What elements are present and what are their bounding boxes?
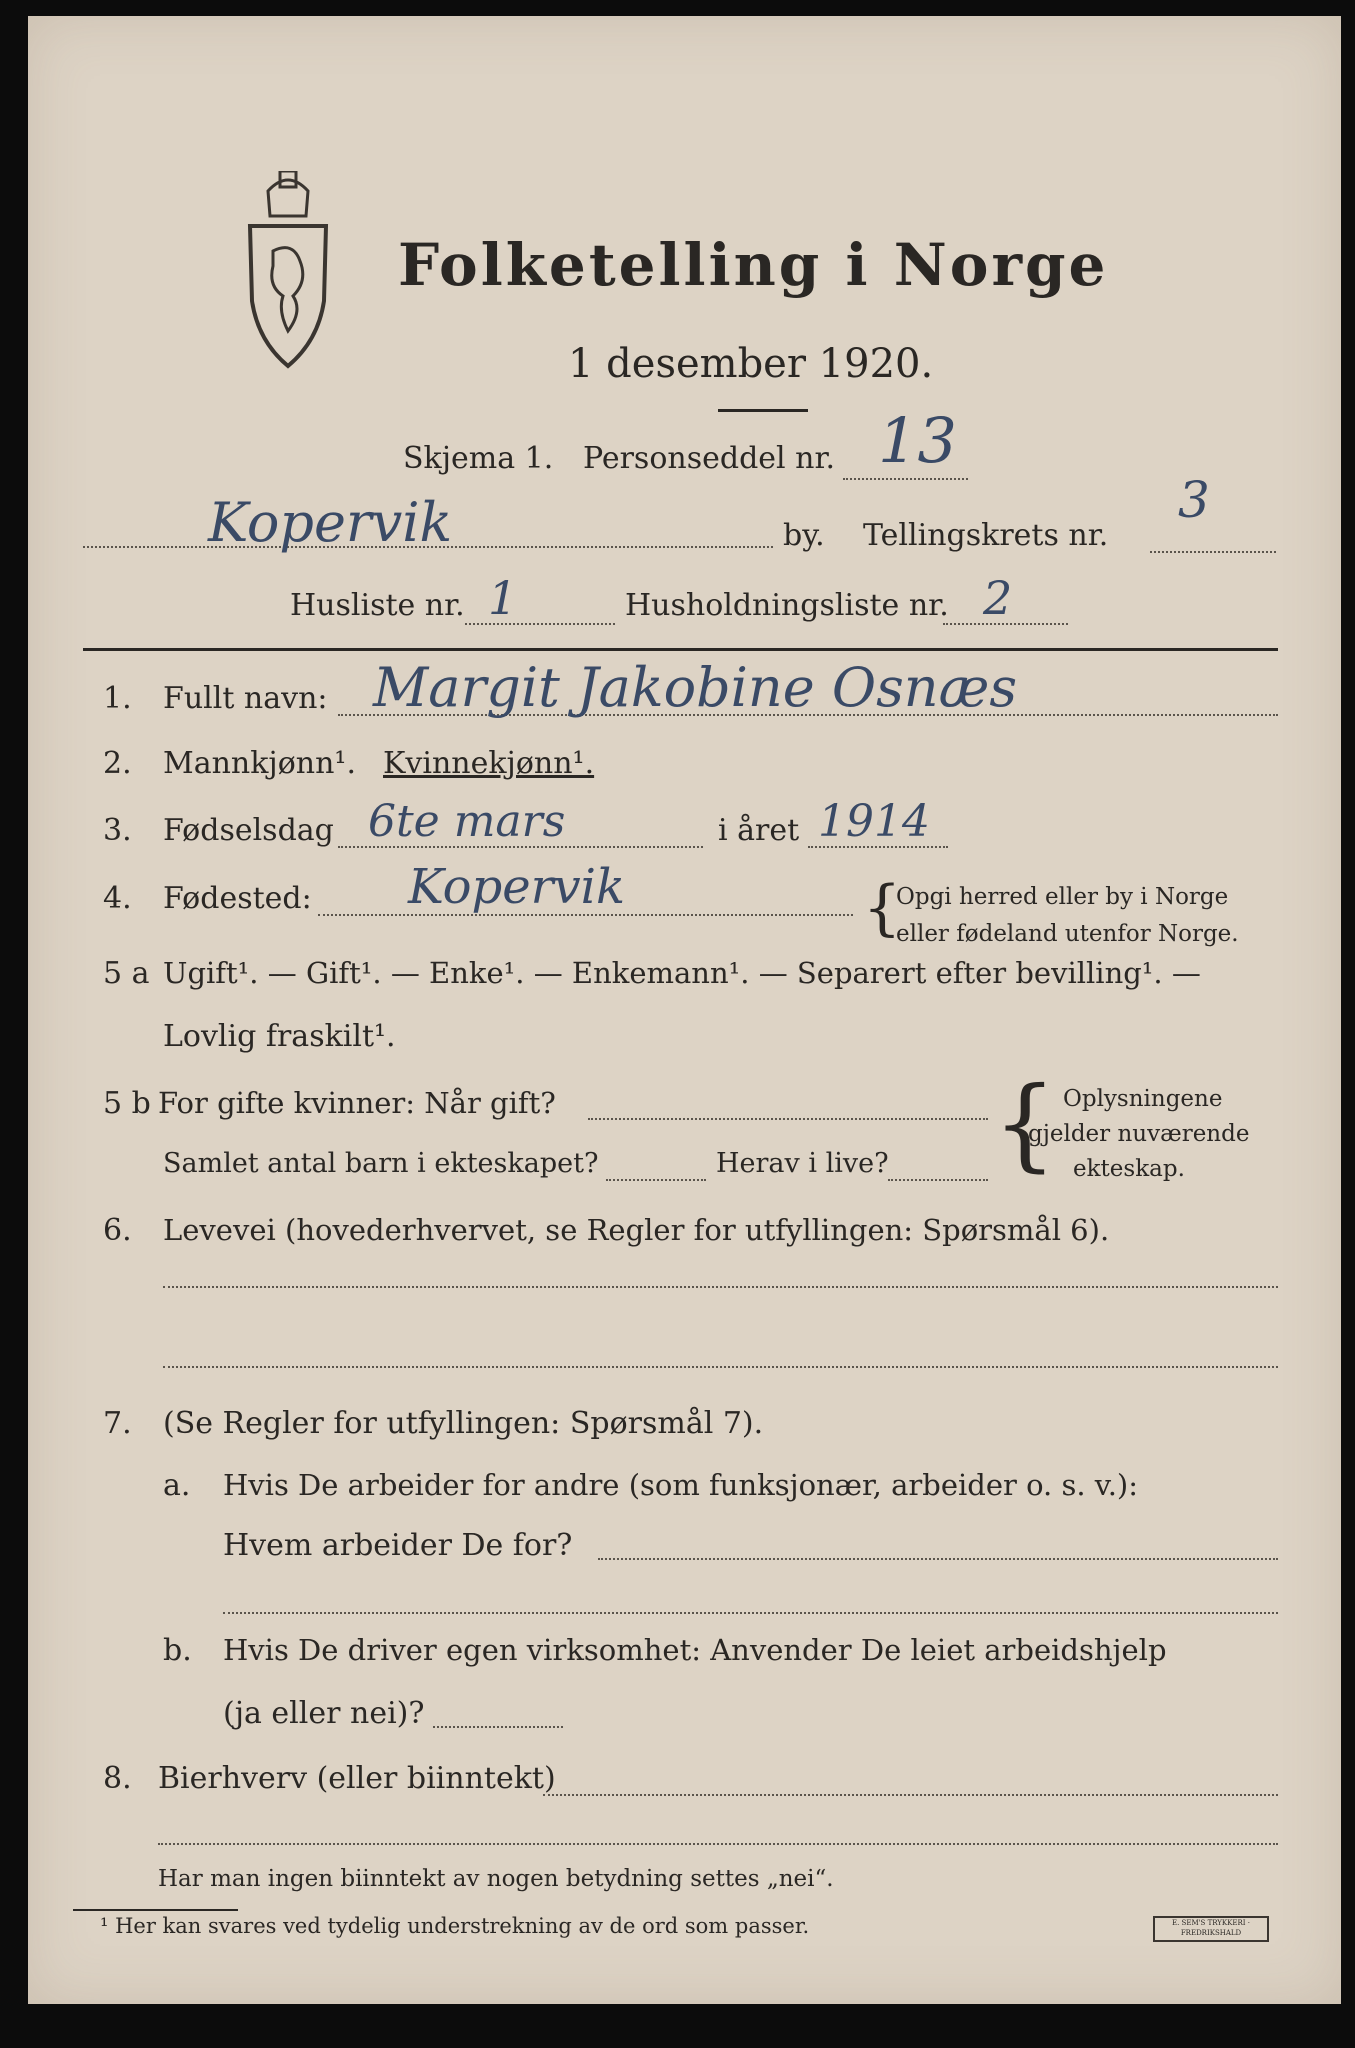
skjema-label: Skjema 1. (403, 441, 554, 476)
husliste-value: 1 (488, 571, 518, 625)
census-date: 1 desember 1920. (568, 341, 934, 387)
title-divider (718, 409, 808, 412)
q5b-gift-dotted-line (588, 1118, 988, 1120)
tellingskrets-label: Tellingskrets nr. (863, 518, 1109, 553)
by-label: by. (783, 518, 825, 553)
q4-number: 4. (103, 881, 132, 916)
q2-female: Kvinnekjønn¹. (383, 746, 595, 781)
header-divider (83, 648, 1278, 651)
footnote: ¹ Her kan svares ved tydelig understrekning av de ord som passer. (100, 1914, 810, 1938)
q6-number: 6. (103, 1213, 132, 1248)
personseddel-value: 13 (878, 404, 957, 477)
q7b-dotted-line (433, 1726, 563, 1728)
q6-dotted-line-1 (163, 1286, 1278, 1288)
tellingskrets-value: 3 (1178, 471, 1210, 529)
q3-year-label: i året (718, 813, 800, 848)
q8-dotted-line-1 (543, 1794, 1278, 1796)
q3-label: Fødselsdag (163, 813, 334, 848)
personseddel-label: Personseddel nr. (583, 441, 836, 476)
by-value: Kopervik (208, 491, 453, 554)
husholdning-value: 2 (983, 571, 1013, 625)
q1-number: 1. (103, 681, 132, 716)
q8-dotted-line-2 (158, 1843, 1278, 1845)
q1-label: Fullt navn: (163, 681, 328, 716)
q6-dotted-line-2 (163, 1366, 1278, 1368)
personseddel-dotted-line (843, 478, 968, 480)
husholdning-label: Husholdningsliste nr. (625, 588, 949, 623)
tellingskrets-dotted-line (1150, 551, 1276, 553)
footnote-divider (73, 1909, 238, 1911)
q4-value: Kopervik (408, 859, 626, 915)
form-title: Folketelling i Norge (398, 231, 1109, 299)
q5b-number: 5 b (103, 1086, 151, 1121)
census-form-page (28, 16, 1341, 2004)
q7a-line1: Hvis De arbeider for andre (som funksjonær, arbeider o. s. v.): (223, 1468, 1139, 1502)
q5a-line2: Lovlig fraskilt¹. (163, 1019, 396, 1054)
q5a-line1: Ugift¹. — Gift¹. — Enke¹. — Enkemann¹. — Separert efter bevilling¹. — (163, 956, 1201, 990)
q7a-line2: Hvem arbeider De for? (223, 1528, 573, 1563)
q7a-letter: a. (163, 1468, 191, 1503)
q7a-dotted-line-1 (598, 1558, 1278, 1560)
q2-number: 2. (103, 746, 132, 781)
q3-year-value: 1914 (818, 796, 930, 847)
q5b-line2a: Samlet antal barn i ekteskapet? (163, 1148, 599, 1179)
q7b-line2: (ja eller nei)? (223, 1696, 425, 1731)
q5b-note2: gjelder nuværende (1028, 1121, 1250, 1147)
q3-number: 3. (103, 813, 132, 848)
q8-label: Bierhverv (eller biinntekt) (158, 1761, 556, 1796)
q5b-note1: Oplysningene (1063, 1086, 1223, 1112)
q4-note-line2: eller fødeland utenfor Norge. (896, 921, 1239, 947)
husliste-label: Husliste nr. (290, 588, 465, 623)
coat-of-arms-icon (238, 171, 338, 371)
q7a-dotted-line-2 (223, 1612, 1278, 1614)
q5a-number: 5 a (103, 956, 150, 991)
q6-label: Levevei (hovederhvervet, se Regler for utfyllingen: Spørsmål 6). (163, 1213, 1110, 1247)
q4-brace: { (863, 873, 902, 943)
q5b-barn-dotted-line (606, 1179, 706, 1181)
printer-stamp-text: E. SEM'S TRYKKERI · FREDRIKSHALD (1172, 1919, 1250, 1937)
q4-note-line1: Opgi herred eller by i Norge (896, 884, 1229, 910)
printer-stamp (1153, 1916, 1269, 1942)
q5b-line2b: Herav i live? (716, 1148, 889, 1179)
q1-value: Margit Jakobine Osnæs (373, 656, 1018, 719)
biinntekt-note: Har man ingen biinntekt av nogen betydning settes „nei“. (158, 1866, 834, 1892)
q5b-brace: { (993, 1065, 1057, 1182)
q3-day-value: 6te mars (368, 796, 566, 847)
q5b-line1: For gifte kvinner: Når gift? (158, 1086, 556, 1120)
q5b-live-dotted-line (888, 1179, 988, 1181)
q7-label: (Se Regler for utfyllingen: Spørsmål 7). (163, 1406, 764, 1441)
q5b-note3: ekteskap. (1073, 1156, 1185, 1182)
q4-label: Fødested: (163, 881, 312, 916)
q2-male: Mannkjønn¹. (163, 746, 356, 781)
q7b-letter: b. (163, 1633, 192, 1668)
q7-number: 7. (103, 1406, 132, 1441)
q7b-line1: Hvis De driver egen virksomhet: Anvender De leiet arbeidshjelp (223, 1633, 1167, 1667)
q8-number: 8. (103, 1761, 132, 1796)
